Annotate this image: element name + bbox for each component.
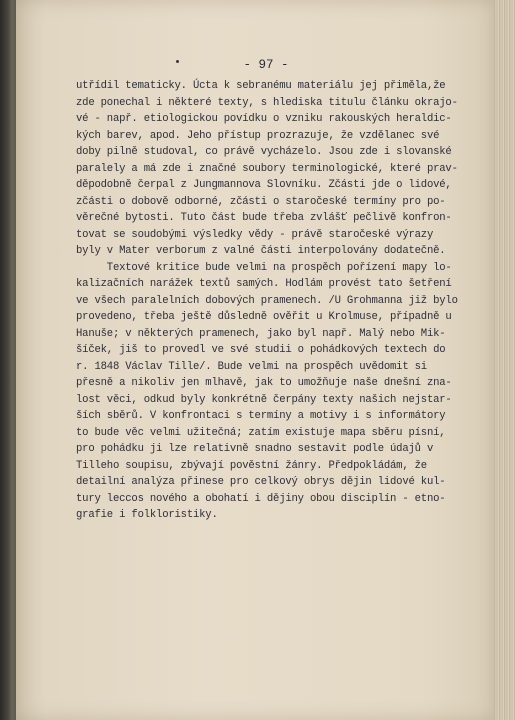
text-line: vé - např. etiologickou povídku o vzniku rakouských heraldic- (76, 113, 452, 125)
text-line: kých barev, apod. Jeho přístup prozrazuje, že vzdělanec své (76, 129, 440, 142)
page-edges (494, 0, 515, 720)
text-line: šíček, jiš to provedl ve své studii o pohádkových textech do (76, 344, 446, 356)
text-line: grafie i folkloristiky. (76, 509, 218, 521)
text-line: zde ponechal i některé texty, s hlediska titulu článku okrajo- (76, 96, 458, 109)
text-line: byly v Mater verborum z valné části interpolovány dodatečně. (76, 245, 446, 257)
text-line: paralely a má zde i značné soubory terminologické, které prav- (76, 162, 458, 175)
text-line: doby pilně studoval, co právě vycházelo. Jsou zde i slovanské (76, 146, 452, 158)
text-line: tury leccos nového a obohatí i dějiny obou disciplín - etno- (76, 492, 446, 505)
text-line: přesně a nikoliv jen mlhavě, jak to umožňuje naše dnešní zna- (76, 377, 452, 389)
text-line: to bude věc velmi užitečná; zatím existuje mapa sběru písní, (76, 426, 446, 439)
text-line: zčásti o dobově odborné, zčásti o staročeské termíny pro po- (76, 195, 446, 208)
text-line: děpodobně čerpal z Jungmannova Slovníku. Zčásti jde o lidové, (76, 179, 452, 191)
body-text (76, 78, 476, 524)
page-number: - 97 - (243, 58, 289, 72)
text-line: věrečné bytosti. Tuto část bude třeba zvlášť pečlivě konfron- (76, 212, 452, 224)
text-line: ve všech paralelních dobových pramenech. /U Grohmanna již bylo (76, 294, 458, 307)
text-line: tovat se soudobými výsledky vědy - právě staročeské výrazy (76, 228, 434, 241)
text-line: r. 1848 Václav Tille/. Bude velmi na prospěch uvědomit si (76, 360, 427, 373)
text-line: Hanuše; v některých pramenech, jako byl např. Malý nebo Mik- (76, 327, 446, 340)
text-line: Tilleho soupisu, zbývají pověstní žánry. Předpokládám, že (76, 459, 427, 472)
ink-dot (176, 60, 179, 63)
text-line: detailní analýza přinese pro celkový obrys dějin lidové kul- (76, 476, 446, 488)
text-line: kalizačních narážek textů samých. Hodlám provést tato šetření (76, 278, 452, 290)
text-line: utřídil tematicky. Úcta k sebranému materiálu jej přiměla,že (76, 80, 446, 92)
text-line: ších sběrů. V konfrontaci s termíny a motivy i s informátory (76, 410, 446, 422)
text-line: provedeno, třeba ještě důsledně ověřit u Krolmuse, případně u (76, 311, 452, 323)
text-line: pro pohádku ji lze relativně snadno sestavit podle údajů v (76, 443, 434, 455)
text-line: Textové kritice bude velmi na prospěch pořízení mapy lo- (76, 261, 452, 274)
text-line: lost věci, odkud byly konkrétně čerpány texty našich nejstar- (76, 393, 452, 406)
paper-sheet (16, 0, 494, 720)
